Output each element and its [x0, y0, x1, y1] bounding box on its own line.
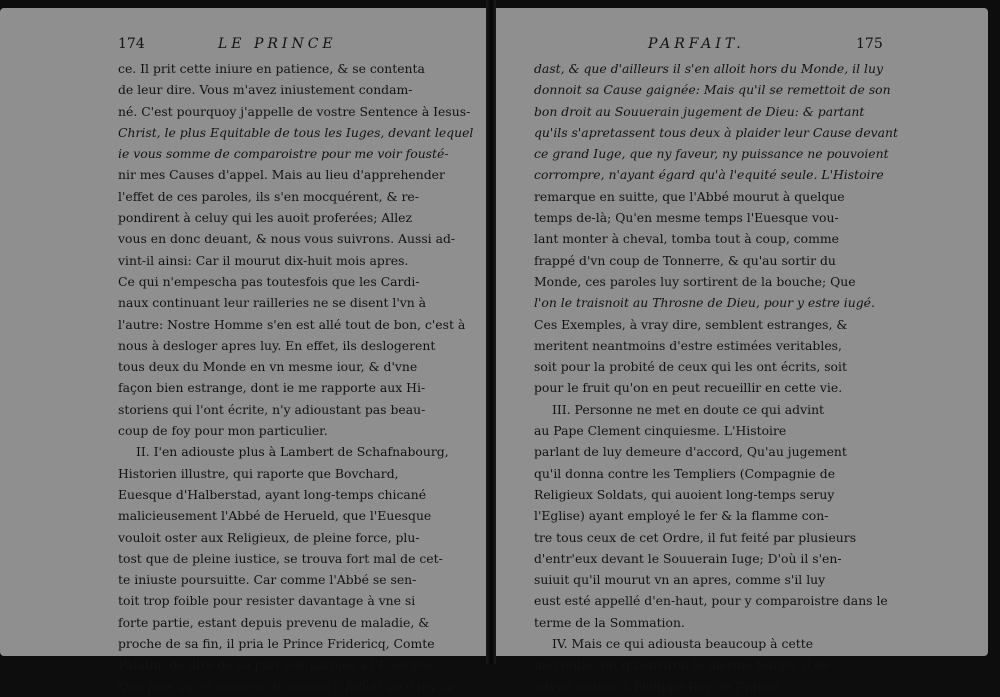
- book-gutter: [486, 0, 496, 664]
- text-line: merveille, fut qu'environ le mesme temps, il en: [534, 657, 830, 673]
- text-line: terme de la Sommation.: [534, 614, 685, 630]
- text-line: lant monter à cheval, tomba tout à coup, comme: [534, 231, 839, 247]
- text-line: te iniuste poursuitte. Car comme l'Abbé se sen-: [118, 572, 417, 588]
- text-line: nir mes Causes d'appel. Mais au lieu d'apprehender: [118, 167, 445, 183]
- text-line: Euesque d'Halberstad, ayant long-temps chicané: [118, 486, 427, 502]
- text-line: temps de-là; Qu'en mesme temps l'Euesque vou-: [534, 210, 839, 226]
- text-line: parlant de luy demeure d'accord, Qu'au jugement: [534, 444, 847, 460]
- text-line: façon bien estrange, dont ie me rapporte aux Hi-: [118, 380, 426, 396]
- left-page-number: 174: [118, 36, 145, 52]
- text-line: storiens qui l'ont écrite, n'y adioustant pas beau-: [118, 401, 426, 417]
- left-page-text: [118, 58, 474, 697]
- right-page-text: [534, 58, 899, 697]
- text-line: frappé d'vn coup de Tonnerre, & qu'au sortir du: [534, 252, 836, 268]
- text-line: bon droit au Souuerain jugement de Dieu: & partant: [534, 103, 865, 119]
- left-running-title: LE PRINCE: [218, 36, 337, 52]
- text-line: l'on le traisnoit au Throsne de Dieu, pour y estre iugé.: [534, 295, 875, 311]
- text-line: malicieusement l'Abbé de Herueld, que l'Euesque: [118, 508, 432, 524]
- text-line: ce. Il prit cette iniure en patience, & se contenta: [118, 61, 425, 76]
- text-line: ie vous somme de comparoistre pour me voir fousté-: [118, 146, 449, 162]
- text-line: nous à desloger apres luy. En effet, ils deslogerent: [118, 337, 436, 353]
- text-line: l'Eglise) ayant employé le fer & la flamme con-: [534, 508, 829, 524]
- text-line: né. C'est pourquoy j'appelle de vostre Sentence à Iesus-: [118, 103, 471, 119]
- right-page-number: 175: [856, 36, 883, 52]
- text-line: au Pape Clement cinquiesme. L'Histoire: [534, 423, 787, 439]
- text-line: vint-il ainsi: Car il mourut dix-huit mois apres.: [118, 252, 409, 268]
- text-line: IV. Mais ce qui adiousta beaucoup à cette: [552, 636, 814, 652]
- text-line: donnoit sa Cause gaignée: Mais qu'il se remettoit de son: [534, 82, 891, 98]
- text-line: coup de foy pour mon particulier.: [118, 423, 328, 439]
- text-line: meritent neantmoins d'estre estimées veritables,: [534, 337, 842, 353]
- text-line: proche de sa fin, il pria le Prince Fridericq, Comte: [118, 636, 435, 652]
- text-line: dast, & que d'ailleurs il s'en alloit hors du Monde, il luy: [534, 61, 883, 76]
- text-line: Palatin, de dire de sa part ces paroles à l'Euesque,: [118, 657, 437, 673]
- right-page-header: [496, 36, 988, 58]
- text-line: III. Personne ne met en doute ce qui advint: [552, 401, 825, 417]
- text-line: toit trop foible pour resister davantage à vne si: [118, 593, 416, 609]
- text-line: soit pour la probité de ceux qui les ont écrits, soit: [534, 359, 847, 375]
- text-line: vouloit oster aux Religieux, de pleine force, plu-: [118, 529, 420, 545]
- text-line: naux continuant leur railleries ne se disent l'vn à: [118, 295, 427, 311]
- text-line: Christ, le plus Equitable de tous les Iuges, devant lequel: [118, 124, 474, 140]
- text-line: Religieux Soldats, qui auoient long-temps seruy: [534, 486, 835, 502]
- text-line: tous deux du Monde en vn mesme iour, & d'vne: [118, 359, 418, 375]
- text-line: d'entr'eux devant le Souuerain Iuge; D'où il s'en-: [534, 550, 842, 566]
- text-line: pour le fruit qu'on en peut recueillir en cette vie.: [534, 380, 843, 396]
- text-line: pondirent à celuy qui les auoit proferées; Allez: [118, 210, 413, 226]
- text-line: qu'ils s'apretassent tous deux à plaider leur Cause devant: [534, 124, 899, 140]
- text-line: tost que de pleine iustice, se trouva fort mal de cet-: [118, 550, 443, 566]
- right-page: [496, 8, 988, 694]
- text-line: tre tous ceux de cet Ordre, il fut feité par plusieurs: [534, 529, 857, 545]
- text-line: Historien illustre, qui raporte que Bovchard,: [118, 465, 399, 481]
- left-page-header: [0, 36, 486, 58]
- text-line: ce grand Iuge, que ny faveur, ny puissance ne pouvoient: [534, 146, 889, 162]
- text-line: forte partie, estant depuis prevenu de maladie, &: [118, 614, 430, 630]
- right-running-title: PARFAIT.: [648, 36, 745, 52]
- text-line: Que puis qu'en matiere de procez il falloit qu'il luy ce-: [118, 678, 459, 694]
- text-line: advint autant à Philippe Roy de France,: [534, 678, 784, 694]
- text-line: vous en donc deuant, & nous vous suivrons. Aussi ad-: [118, 231, 456, 247]
- text-line: II. I'en adiouste plus à Lambert de Schafnabourg,: [136, 444, 449, 460]
- text-line: l'effet de ces paroles, ils s'en mocquérent, & re-: [118, 188, 419, 204]
- text-line: de leur dire. Vous m'avez iniustement condam-: [118, 82, 413, 98]
- text-line: Monde, ces paroles luy sortirent de la bouche; Que: [534, 273, 856, 289]
- text-line: qu'il donna contre les Templiers (Compagnie de: [534, 465, 836, 481]
- text-line: l'autre: Nostre Homme s'en est allé tout de bon, c'est à: [118, 316, 466, 332]
- text-line: Ce qui n'empescha pas toutesfois que les Cardi-: [118, 273, 420, 289]
- text-line: Ces Exemples, à vray dire, semblent estranges, &: [534, 316, 848, 332]
- text-line: corrompre, n'ayant égard qu'à l'equité seule. L'Histoire: [534, 167, 884, 183]
- text-line: remarque en suitte, que l'Abbé mourut à quelque: [534, 188, 845, 204]
- text-line: eust esté appellé d'en-haut, pour y comparoistre dans le: [534, 593, 888, 609]
- text-line: suiuit qu'il mourut vn an apres, comme s'il luy: [534, 572, 826, 588]
- left-page: [0, 8, 486, 694]
